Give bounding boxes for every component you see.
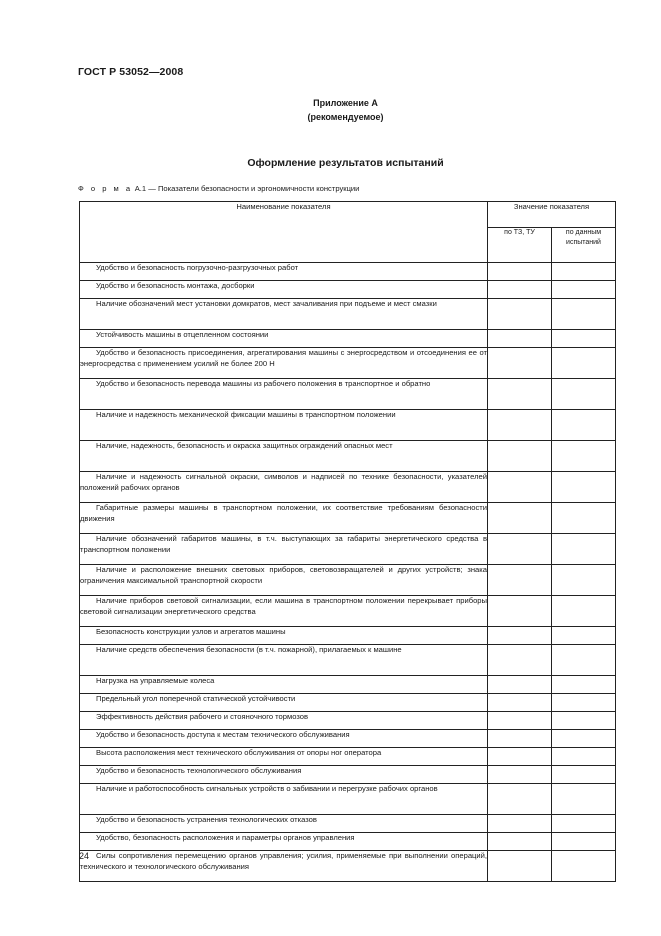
table-row — [80, 694, 616, 712]
indicator-name-cell: Наличие обозначений габаритов машины, в т.ч. выступающих за габариты энергетического средства в транспортном положении — [80, 534, 488, 565]
indicator-name-cell: Наличие и работоспособность сигнальных устройств о забивании и перегрузке рабочих органов — [80, 784, 488, 815]
table-row — [80, 627, 616, 645]
form-number: А.1 — [134, 184, 147, 193]
spec-value-cell — [488, 565, 552, 596]
test-value-cell — [552, 348, 616, 379]
test-value-cell — [552, 472, 616, 503]
spec-value-cell — [488, 712, 552, 730]
indicator-name-cell: Устойчивость машины в отцепленном состоянии — [80, 330, 488, 348]
test-value-cell — [552, 784, 616, 815]
indicator-name-cell: Удобство и безопасность доступа к местам технического обслуживания — [80, 730, 488, 748]
test-value-cell — [552, 676, 616, 694]
test-value-cell — [552, 748, 616, 766]
column-header-name: Наименование показателя — [80, 202, 488, 263]
test-value-cell — [552, 694, 616, 712]
indicator-name-cell: Наличие и расположение внешних световых приборов, световозвращателей и других устройств; знака ограничения максимальной транспортной скорости — [80, 565, 488, 596]
indicators-table — [79, 201, 616, 882]
indicator-name-cell: Наличие, надежность, безопасность и окраска защитных ограждений опасных мест — [80, 441, 488, 472]
spec-value-cell — [488, 833, 552, 851]
table-row — [80, 833, 616, 851]
appendix-heading — [0, 96, 661, 124]
test-value-cell — [552, 851, 616, 882]
appendix-subtitle: (рекомендуемое) — [307, 112, 384, 122]
table-row — [80, 472, 616, 503]
spec-value-cell — [488, 503, 552, 534]
test-value-cell — [552, 330, 616, 348]
column-header-test: по данным испытаний — [552, 228, 616, 263]
indicator-name-cell: Наличие обозначений мест установки домкратов, мест зачаливания при подъеме и мест смазки — [80, 299, 488, 330]
table-row — [80, 281, 616, 299]
indicator-name-cell: Удобство, безопасность расположения и параметры органов управления — [80, 833, 488, 851]
test-value-cell — [552, 833, 616, 851]
test-value-cell — [552, 299, 616, 330]
spec-value-cell — [488, 330, 552, 348]
section-title: Оформление результатов испытаний — [247, 157, 444, 169]
test-value-cell — [552, 596, 616, 627]
table-row — [80, 784, 616, 815]
indicator-name-cell: Удобство и безопасность устранения технологических отказов — [80, 815, 488, 833]
test-value-cell — [552, 534, 616, 565]
indicator-name-cell: Наличие и надежность механической фиксации машины в транспортном положении — [80, 410, 488, 441]
test-value-cell — [552, 410, 616, 441]
appendix-title: Приложение А — [313, 98, 378, 108]
column-header-value: Значение показателя — [488, 202, 616, 228]
spec-value-cell — [488, 748, 552, 766]
spec-value-cell — [488, 441, 552, 472]
table-row — [80, 534, 616, 565]
spec-value-cell — [488, 645, 552, 676]
table-row — [80, 645, 616, 676]
table-row — [80, 503, 616, 534]
table-row — [80, 712, 616, 730]
table-row — [80, 330, 616, 348]
indicator-name-cell: Высота расположения мест технического обслуживания от опоры ног оператора — [80, 748, 488, 766]
table-row — [80, 730, 616, 748]
table-row — [80, 348, 616, 379]
document-title: ГОСТ Р 53052—2008 — [78, 66, 184, 78]
table-row — [80, 299, 616, 330]
spec-value-cell — [488, 627, 552, 645]
test-value-cell — [552, 565, 616, 596]
table-row — [80, 441, 616, 472]
spec-value-cell — [488, 766, 552, 784]
form-caption-text: — Показатели безопасности и эргономичности конструкции — [146, 184, 360, 193]
indicator-name-cell: Удобство и безопасность перевода машины из рабочего положения в транспортное и обратно — [80, 379, 488, 410]
test-value-cell — [552, 730, 616, 748]
indicator-name-cell: Удобство и безопасность погрузочно-разгрузочных работ — [80, 263, 488, 281]
test-value-cell — [552, 281, 616, 299]
indicator-name-cell: Удобство и безопасность технологического обслуживания — [80, 766, 488, 784]
test-value-cell — [552, 441, 616, 472]
test-value-cell — [552, 766, 616, 784]
test-value-cell — [552, 712, 616, 730]
indicator-name-cell: Безопасность конструкции узлов и агрегатов машины — [80, 627, 488, 645]
indicator-name-cell: Наличие средств обеспечения безопасности (в т.ч. пожарной), прилагаемых к машине — [80, 645, 488, 676]
indicator-name-cell: Габаритные размеры машины в транспортном положении, их соответствие требованиям безопасности движения — [80, 503, 488, 534]
test-value-cell — [552, 503, 616, 534]
table-row — [80, 766, 616, 784]
indicator-name-cell: Удобство и безопасность присоединения, агрегатирования машины с энергосредством и отсоединения ее от энергосредства с применением усилий не более 200 Н — [80, 348, 488, 379]
test-value-cell — [552, 379, 616, 410]
spec-value-cell — [488, 263, 552, 281]
table-row — [80, 379, 616, 410]
test-value-cell — [552, 815, 616, 833]
form-caption — [78, 184, 359, 193]
indicator-name-cell: Эффективность действия рабочего и стояночного тормозов — [80, 712, 488, 730]
table-row — [80, 676, 616, 694]
spec-value-cell — [488, 379, 552, 410]
spec-value-cell — [488, 596, 552, 627]
test-value-cell — [552, 263, 616, 281]
indicator-name-cell: Наличие приборов световой сигнализации, если машина в транспортном положении перекрывает приборы световой сигнализации энергетического средства — [80, 596, 488, 627]
spec-value-cell — [488, 348, 552, 379]
indicator-name-cell: Силы сопротивления перемещению органов управления; усилия, применяемые при выполнении операций, технического и технологического обслуживания — [80, 851, 488, 882]
test-value-cell — [552, 627, 616, 645]
form-label: Ф о р м а — [78, 184, 133, 193]
indicator-name-cell: Нагрузка на управляемые колеса — [80, 676, 488, 694]
spec-value-cell — [488, 534, 552, 565]
spec-value-cell — [488, 730, 552, 748]
spec-value-cell — [488, 851, 552, 882]
page-number: 24 — [79, 851, 90, 861]
indicator-name-cell: Предельный угол поперечной статической устойчивости — [80, 694, 488, 712]
table-row — [80, 596, 616, 627]
spec-value-cell — [488, 299, 552, 330]
table-row — [80, 851, 616, 882]
column-header-spec: по ТЗ, ТУ — [488, 228, 552, 263]
table-row — [80, 748, 616, 766]
spec-value-cell — [488, 815, 552, 833]
test-value-cell — [552, 645, 616, 676]
spec-value-cell — [488, 410, 552, 441]
table-row — [80, 815, 616, 833]
indicator-name-cell: Наличие и надежность сигнальной окраски, символов и надписей по технике безопасности, указателей положений рабочих органов — [80, 472, 488, 503]
table-row — [80, 410, 616, 441]
table-row — [80, 263, 616, 281]
spec-value-cell — [488, 694, 552, 712]
spec-value-cell — [488, 676, 552, 694]
spec-value-cell — [488, 784, 552, 815]
table-row — [80, 565, 616, 596]
indicator-name-cell: Удобство и безопасность монтажа, досборки — [80, 281, 488, 299]
spec-value-cell — [488, 472, 552, 503]
spec-value-cell — [488, 281, 552, 299]
